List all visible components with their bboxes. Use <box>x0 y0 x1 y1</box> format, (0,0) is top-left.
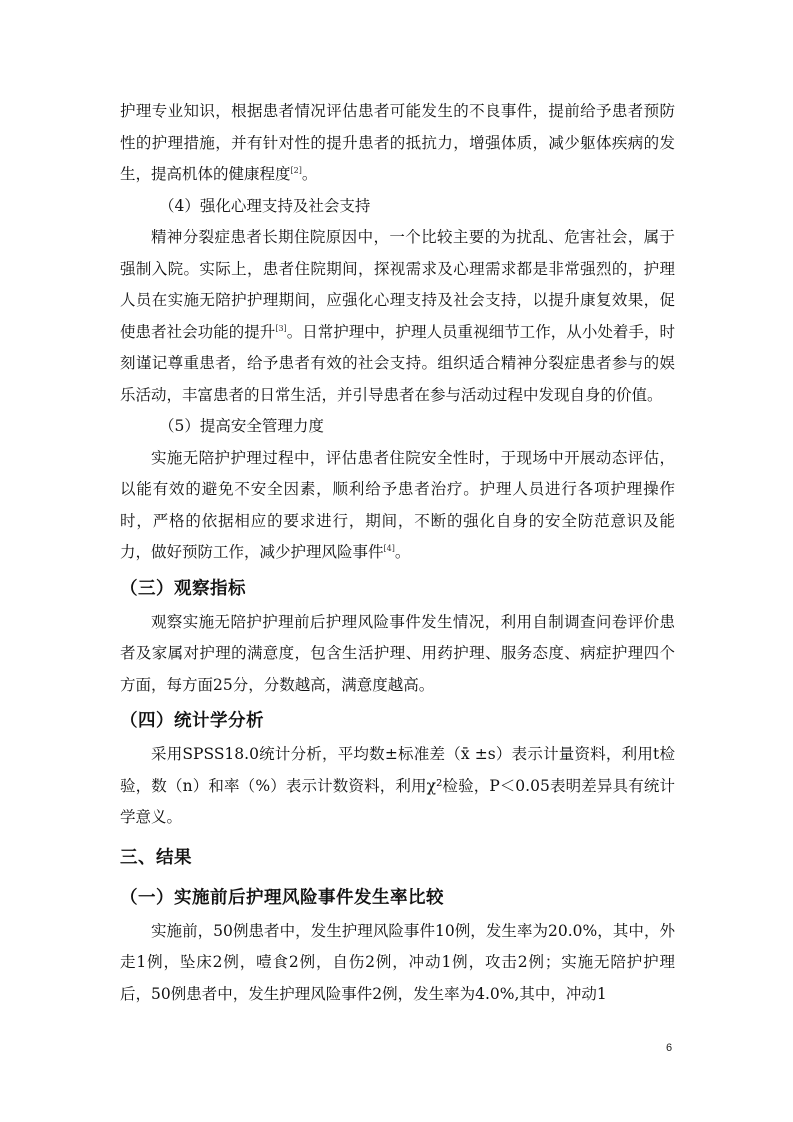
body-paragraph <box>120 607 675 702</box>
body-paragraph <box>120 96 675 191</box>
paragraph-text: 护理专业知识，根据患者情况评估患者可能发生的不良事件，提前给予患者预防性的护理措施，并有针对性的提升患者的抵抗力，增强体质，减少躯体疾病的发生，提高机体的健康程度 <box>120 102 675 183</box>
numbered-subheading: （5）提高安全管理力度 <box>159 417 324 435</box>
citation-marker: [4] <box>383 544 395 553</box>
paragraph-text: 精神分裂症患者长期住院原因中，一个比较主要的为扰乱、危害社会，属于强制入院。实际上，患者住院期间，探视需求及心理需求都是非常强烈的，护理人员在实施无陪护护理期间，应强化心理支持及社会支持，以提升康复效果，促使患者社会功能的提升 <box>120 228 675 341</box>
body-paragraph <box>120 222 675 411</box>
subsection-heading: （四）统计学分析 <box>120 711 264 731</box>
body-paragraph <box>120 739 675 834</box>
paragraph-text: 实施无陪护护理过程中，评估患者住院安全性时，于现场中开展动态评估，以能有效的避免不安全因素，顺利给予患者治疗。护理人员进行各项护理操作时，严格的依据相应的要求进行，期间，不断的强化自身的安全防范意识及能力，做好预防工作，减少护理风险事件 <box>120 448 675 561</box>
paragraph-text: 实施前，50例患者中，发生护理风险事件10例，发生率为20.0%，其中，外走1例，坠床2例，噎食2例，自伤2例，冲动1例，攻击2例；实施无陪护护理后，50例患者中，发生护理风险事件2例，发生率为4.0%,其中，冲动1 <box>120 921 675 1003</box>
page-number: 6 <box>666 1042 673 1054</box>
paragraph-text-continued: 。 <box>394 543 411 561</box>
citation-marker: [3] <box>275 323 287 333</box>
paragraph-text-continued: 。 <box>301 165 318 183</box>
subsection-heading: （三）观察指标 <box>120 578 246 599</box>
numbered-subheading: （4）强化心理支持及社会支持 <box>159 196 371 215</box>
paragraph-text: 观察实施无陪护护理前后护理风险事件发生情况，利用自制调查问卷评价患者及家属对护理的满意度，包含生活护理、用药护理、服务态度、病症护理四个方面，每方面25分，分数越高，满意度越高。 <box>120 612 675 694</box>
citation-marker: [2] <box>290 166 302 175</box>
body-paragraph <box>120 916 675 1011</box>
section-heading: 三、结果 <box>120 847 192 868</box>
body-paragraph <box>120 443 675 569</box>
paragraph-text: 采用SPSS18.0统计分析，平均数±标准差（x̄ ±s）表示计量资料，利用t检验，数（n）和率（%）表示计数资料，利用χ²检验，P＜0.05表明差异具有统计学意义。 <box>120 745 675 826</box>
subsection-heading: （一）实施前后护理风险事件发生率比较 <box>120 887 444 908</box>
document-body <box>120 96 675 1010</box>
paragraph-text-continued: 。日常护理中，护理人员重视细节工作，从小处着手，时刻谨记尊重患者，给予患者有效的社会支持。组织适合精神分裂症患者参与的娱乐活动，丰富患者的日常生活，并引导患者在参与活动过程中发现自身的价值。 <box>120 322 675 404</box>
